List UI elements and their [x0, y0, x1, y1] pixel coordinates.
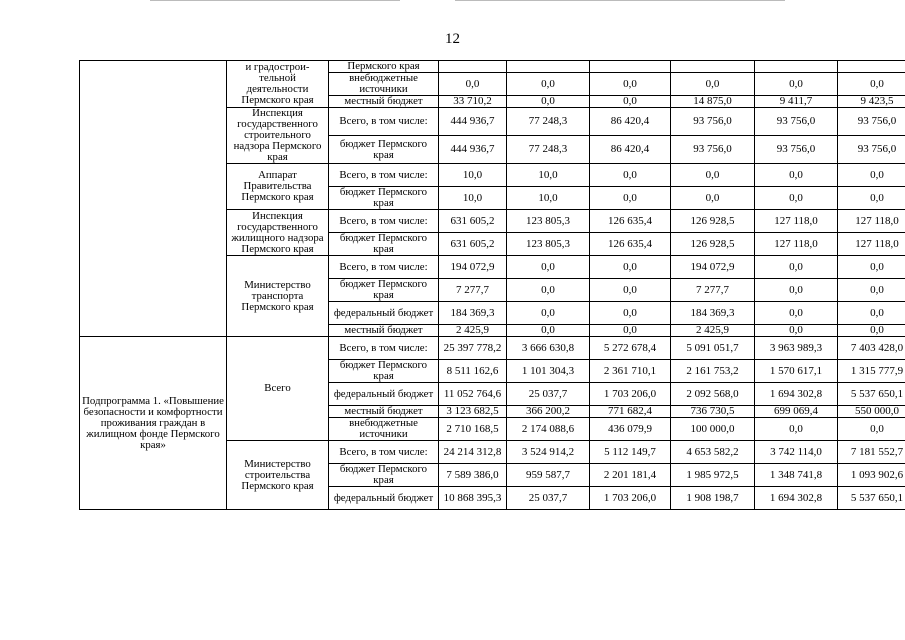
- value-cell: [439, 61, 507, 73]
- value-cell: 7 403 428,0: [838, 337, 905, 360]
- value-cell: 123 805,3: [507, 210, 590, 233]
- value-cell: 0,0: [590, 73, 671, 96]
- value-cell: 127 118,0: [838, 210, 905, 233]
- value-cell: 0,0: [755, 164, 838, 187]
- value-cell: 10 868 395,3: [439, 487, 507, 510]
- value-cell: 444 936,7: [439, 136, 507, 164]
- executor-cell: Всего: [227, 337, 329, 441]
- source-cell: бюджет Пермского края: [329, 233, 439, 256]
- value-cell: 0,0: [755, 256, 838, 279]
- value-cell: 127 118,0: [755, 210, 838, 233]
- value-cell: 0,0: [590, 302, 671, 325]
- value-cell: 5 091 051,7: [671, 337, 755, 360]
- executor-cell: и градострои-тельной деятельности Пермского края: [227, 61, 329, 108]
- value-cell: 7 589 386,0: [439, 464, 507, 487]
- value-cell: 0,0: [507, 302, 590, 325]
- value-cell: 0,0: [755, 302, 838, 325]
- value-cell: 0,0: [671, 187, 755, 210]
- value-cell: 5 537 650,1: [838, 487, 905, 510]
- value-cell: 1 694 302,8: [755, 487, 838, 510]
- table-row: [80, 61, 905, 73]
- budget-table-body: [80, 61, 905, 510]
- value-cell: 1 101 304,3: [507, 360, 590, 383]
- value-cell: [671, 61, 755, 73]
- source-cell: Всего, в том числе:: [329, 256, 439, 279]
- source-cell: Всего, в том числе:: [329, 108, 439, 136]
- value-cell: [755, 61, 838, 73]
- budget-table: [79, 60, 905, 510]
- value-cell: 0,0: [507, 96, 590, 108]
- value-cell: 93 756,0: [838, 136, 905, 164]
- value-cell: 5 272 678,4: [590, 337, 671, 360]
- value-cell: 8 511 162,6: [439, 360, 507, 383]
- value-cell: 0,0: [755, 325, 838, 337]
- value-cell: 127 118,0: [838, 233, 905, 256]
- value-cell: 10,0: [439, 164, 507, 187]
- value-cell: 123 805,3: [507, 233, 590, 256]
- value-cell: 5 112 149,7: [590, 441, 671, 464]
- value-cell: 0,0: [439, 73, 507, 96]
- executor-cell: Министерство транспорта Пермского края: [227, 256, 329, 337]
- value-cell: 5 537 650,1: [838, 383, 905, 406]
- value-cell: 1 703 206,0: [590, 383, 671, 406]
- value-cell: 11 052 764,6: [439, 383, 507, 406]
- value-cell: 3 524 914,2: [507, 441, 590, 464]
- value-cell: 0,0: [671, 164, 755, 187]
- value-cell: 2 425,9: [671, 325, 755, 337]
- source-cell: Всего, в том числе:: [329, 164, 439, 187]
- value-cell: 2 174 088,6: [507, 418, 590, 441]
- value-cell: 0,0: [590, 187, 671, 210]
- source-cell: внебюджетные источники: [329, 418, 439, 441]
- value-cell: 77 248,3: [507, 136, 590, 164]
- source-cell: федеральный бюджет: [329, 302, 439, 325]
- source-cell: бюджет Пермского края: [329, 187, 439, 210]
- value-cell: 9 411,7: [755, 96, 838, 108]
- value-cell: 0,0: [755, 418, 838, 441]
- source-cell: федеральный бюджет: [329, 487, 439, 510]
- value-cell: 2 361 710,1: [590, 360, 671, 383]
- value-cell: 100 000,0: [671, 418, 755, 441]
- value-cell: 0,0: [590, 325, 671, 337]
- value-cell: 2 710 168,5: [439, 418, 507, 441]
- value-cell: 0,0: [838, 164, 905, 187]
- value-cell: 86 420,4: [590, 108, 671, 136]
- subprogram-cell: Подпрограмма 1. «Повышение безопасности и комфортности проживания граждан в жилищном фонде Пермского края»: [80, 337, 227, 510]
- value-cell: 33 710,2: [439, 96, 507, 108]
- source-cell: Всего, в том числе:: [329, 337, 439, 360]
- value-cell: 25 397 778,2: [439, 337, 507, 360]
- source-cell: внебюджетные источники: [329, 73, 439, 96]
- executor-cell: Инспекция государственного строительного надзора Пермского края: [227, 108, 329, 164]
- value-cell: 4 653 582,2: [671, 441, 755, 464]
- value-cell: 3 742 114,0: [755, 441, 838, 464]
- source-cell: бюджет Пермского края: [329, 136, 439, 164]
- value-cell: 2 425,9: [439, 325, 507, 337]
- value-cell: 0,0: [590, 164, 671, 187]
- value-cell: 436 079,9: [590, 418, 671, 441]
- value-cell: 194 072,9: [671, 256, 755, 279]
- value-cell: 3 666 630,8: [507, 337, 590, 360]
- value-cell: 0,0: [838, 302, 905, 325]
- table-row: [80, 337, 905, 360]
- value-cell: 126 635,4: [590, 210, 671, 233]
- value-cell: 0,0: [507, 325, 590, 337]
- source-cell: бюджет Пермского края: [329, 279, 439, 302]
- source-cell: федеральный бюджет: [329, 383, 439, 406]
- value-cell: 93 756,0: [755, 108, 838, 136]
- source-cell: местный бюджет: [329, 406, 439, 418]
- value-cell: 736 730,5: [671, 406, 755, 418]
- value-cell: 631 605,2: [439, 210, 507, 233]
- value-cell: 10,0: [507, 164, 590, 187]
- value-cell: 771 682,4: [590, 406, 671, 418]
- value-cell: 1 703 206,0: [590, 487, 671, 510]
- executor-cell: Министерство строительства Пермского края: [227, 441, 329, 510]
- value-cell: 1 315 777,9: [838, 360, 905, 383]
- executor-cell: Инспекция государственного жилищного надзора Пермского края: [227, 210, 329, 256]
- value-cell: [838, 61, 905, 73]
- value-cell: 25 037,7: [507, 487, 590, 510]
- value-cell: 0,0: [507, 256, 590, 279]
- value-cell: 2 201 181,4: [590, 464, 671, 487]
- value-cell: 550 000,0: [838, 406, 905, 418]
- value-cell: 959 587,7: [507, 464, 590, 487]
- source-cell: бюджет Пермского края: [329, 464, 439, 487]
- value-cell: 0,0: [755, 187, 838, 210]
- value-cell: 194 072,9: [439, 256, 507, 279]
- page-number: 12: [445, 31, 460, 47]
- value-cell: 2 161 753,2: [671, 360, 755, 383]
- value-cell: 1 908 198,7: [671, 487, 755, 510]
- value-cell: 0,0: [838, 187, 905, 210]
- source-cell: Всего, в том числе:: [329, 210, 439, 233]
- source-cell: местный бюджет: [329, 96, 439, 108]
- value-cell: 0,0: [838, 73, 905, 96]
- value-cell: 1 985 972,5: [671, 464, 755, 487]
- value-cell: 0,0: [838, 418, 905, 441]
- value-cell: 3 963 989,3: [755, 337, 838, 360]
- value-cell: 93 756,0: [838, 108, 905, 136]
- value-cell: 0,0: [838, 279, 905, 302]
- value-cell: 699 069,4: [755, 406, 838, 418]
- value-cell: 0,0: [590, 256, 671, 279]
- value-cell: 25 037,7: [507, 383, 590, 406]
- value-cell: 7 277,7: [671, 279, 755, 302]
- value-cell: 1 570 617,1: [755, 360, 838, 383]
- value-cell: 126 928,5: [671, 210, 755, 233]
- value-cell: 0,0: [507, 73, 590, 96]
- source-cell: бюджет Пермского края: [329, 360, 439, 383]
- value-cell: 0,0: [755, 279, 838, 302]
- program-cell: [80, 61, 227, 337]
- value-cell: 126 928,5: [671, 233, 755, 256]
- value-cell: 93 756,0: [755, 136, 838, 164]
- value-cell: 3 123 682,5: [439, 406, 507, 418]
- value-cell: 184 369,3: [439, 302, 507, 325]
- value-cell: 0,0: [838, 325, 905, 337]
- value-cell: 86 420,4: [590, 136, 671, 164]
- value-cell: 7 277,7: [439, 279, 507, 302]
- value-cell: 0,0: [838, 256, 905, 279]
- value-cell: 24 214 312,8: [439, 441, 507, 464]
- value-cell: 7 181 552,7: [838, 441, 905, 464]
- source-cell: Пермского края: [329, 61, 439, 73]
- value-cell: 1 348 741,8: [755, 464, 838, 487]
- value-cell: 127 118,0: [755, 233, 838, 256]
- value-cell: 0,0: [671, 73, 755, 96]
- value-cell: 184 369,3: [671, 302, 755, 325]
- value-cell: 366 200,2: [507, 406, 590, 418]
- value-cell: 93 756,0: [671, 108, 755, 136]
- value-cell: [590, 61, 671, 73]
- executor-cell: Аппарат Правительства Пермского края: [227, 164, 329, 210]
- value-cell: 93 756,0: [671, 136, 755, 164]
- value-cell: 14 875,0: [671, 96, 755, 108]
- value-cell: 0,0: [590, 279, 671, 302]
- value-cell: 9 423,5: [838, 96, 905, 108]
- value-cell: 444 936,7: [439, 108, 507, 136]
- value-cell: 631 605,2: [439, 233, 507, 256]
- value-cell: 1 694 302,8: [755, 383, 838, 406]
- value-cell: [507, 61, 590, 73]
- source-cell: Всего, в том числе:: [329, 441, 439, 464]
- value-cell: 10,0: [439, 187, 507, 210]
- value-cell: 0,0: [507, 279, 590, 302]
- source-cell: местный бюджет: [329, 325, 439, 337]
- value-cell: 2 092 568,0: [671, 383, 755, 406]
- value-cell: 10,0: [507, 187, 590, 210]
- value-cell: 126 635,4: [590, 233, 671, 256]
- value-cell: 1 093 902,6: [838, 464, 905, 487]
- value-cell: 0,0: [590, 96, 671, 108]
- top-rule-left: [150, 0, 400, 1]
- value-cell: 0,0: [755, 73, 838, 96]
- value-cell: 77 248,3: [507, 108, 590, 136]
- top-rule-right: [455, 0, 785, 1]
